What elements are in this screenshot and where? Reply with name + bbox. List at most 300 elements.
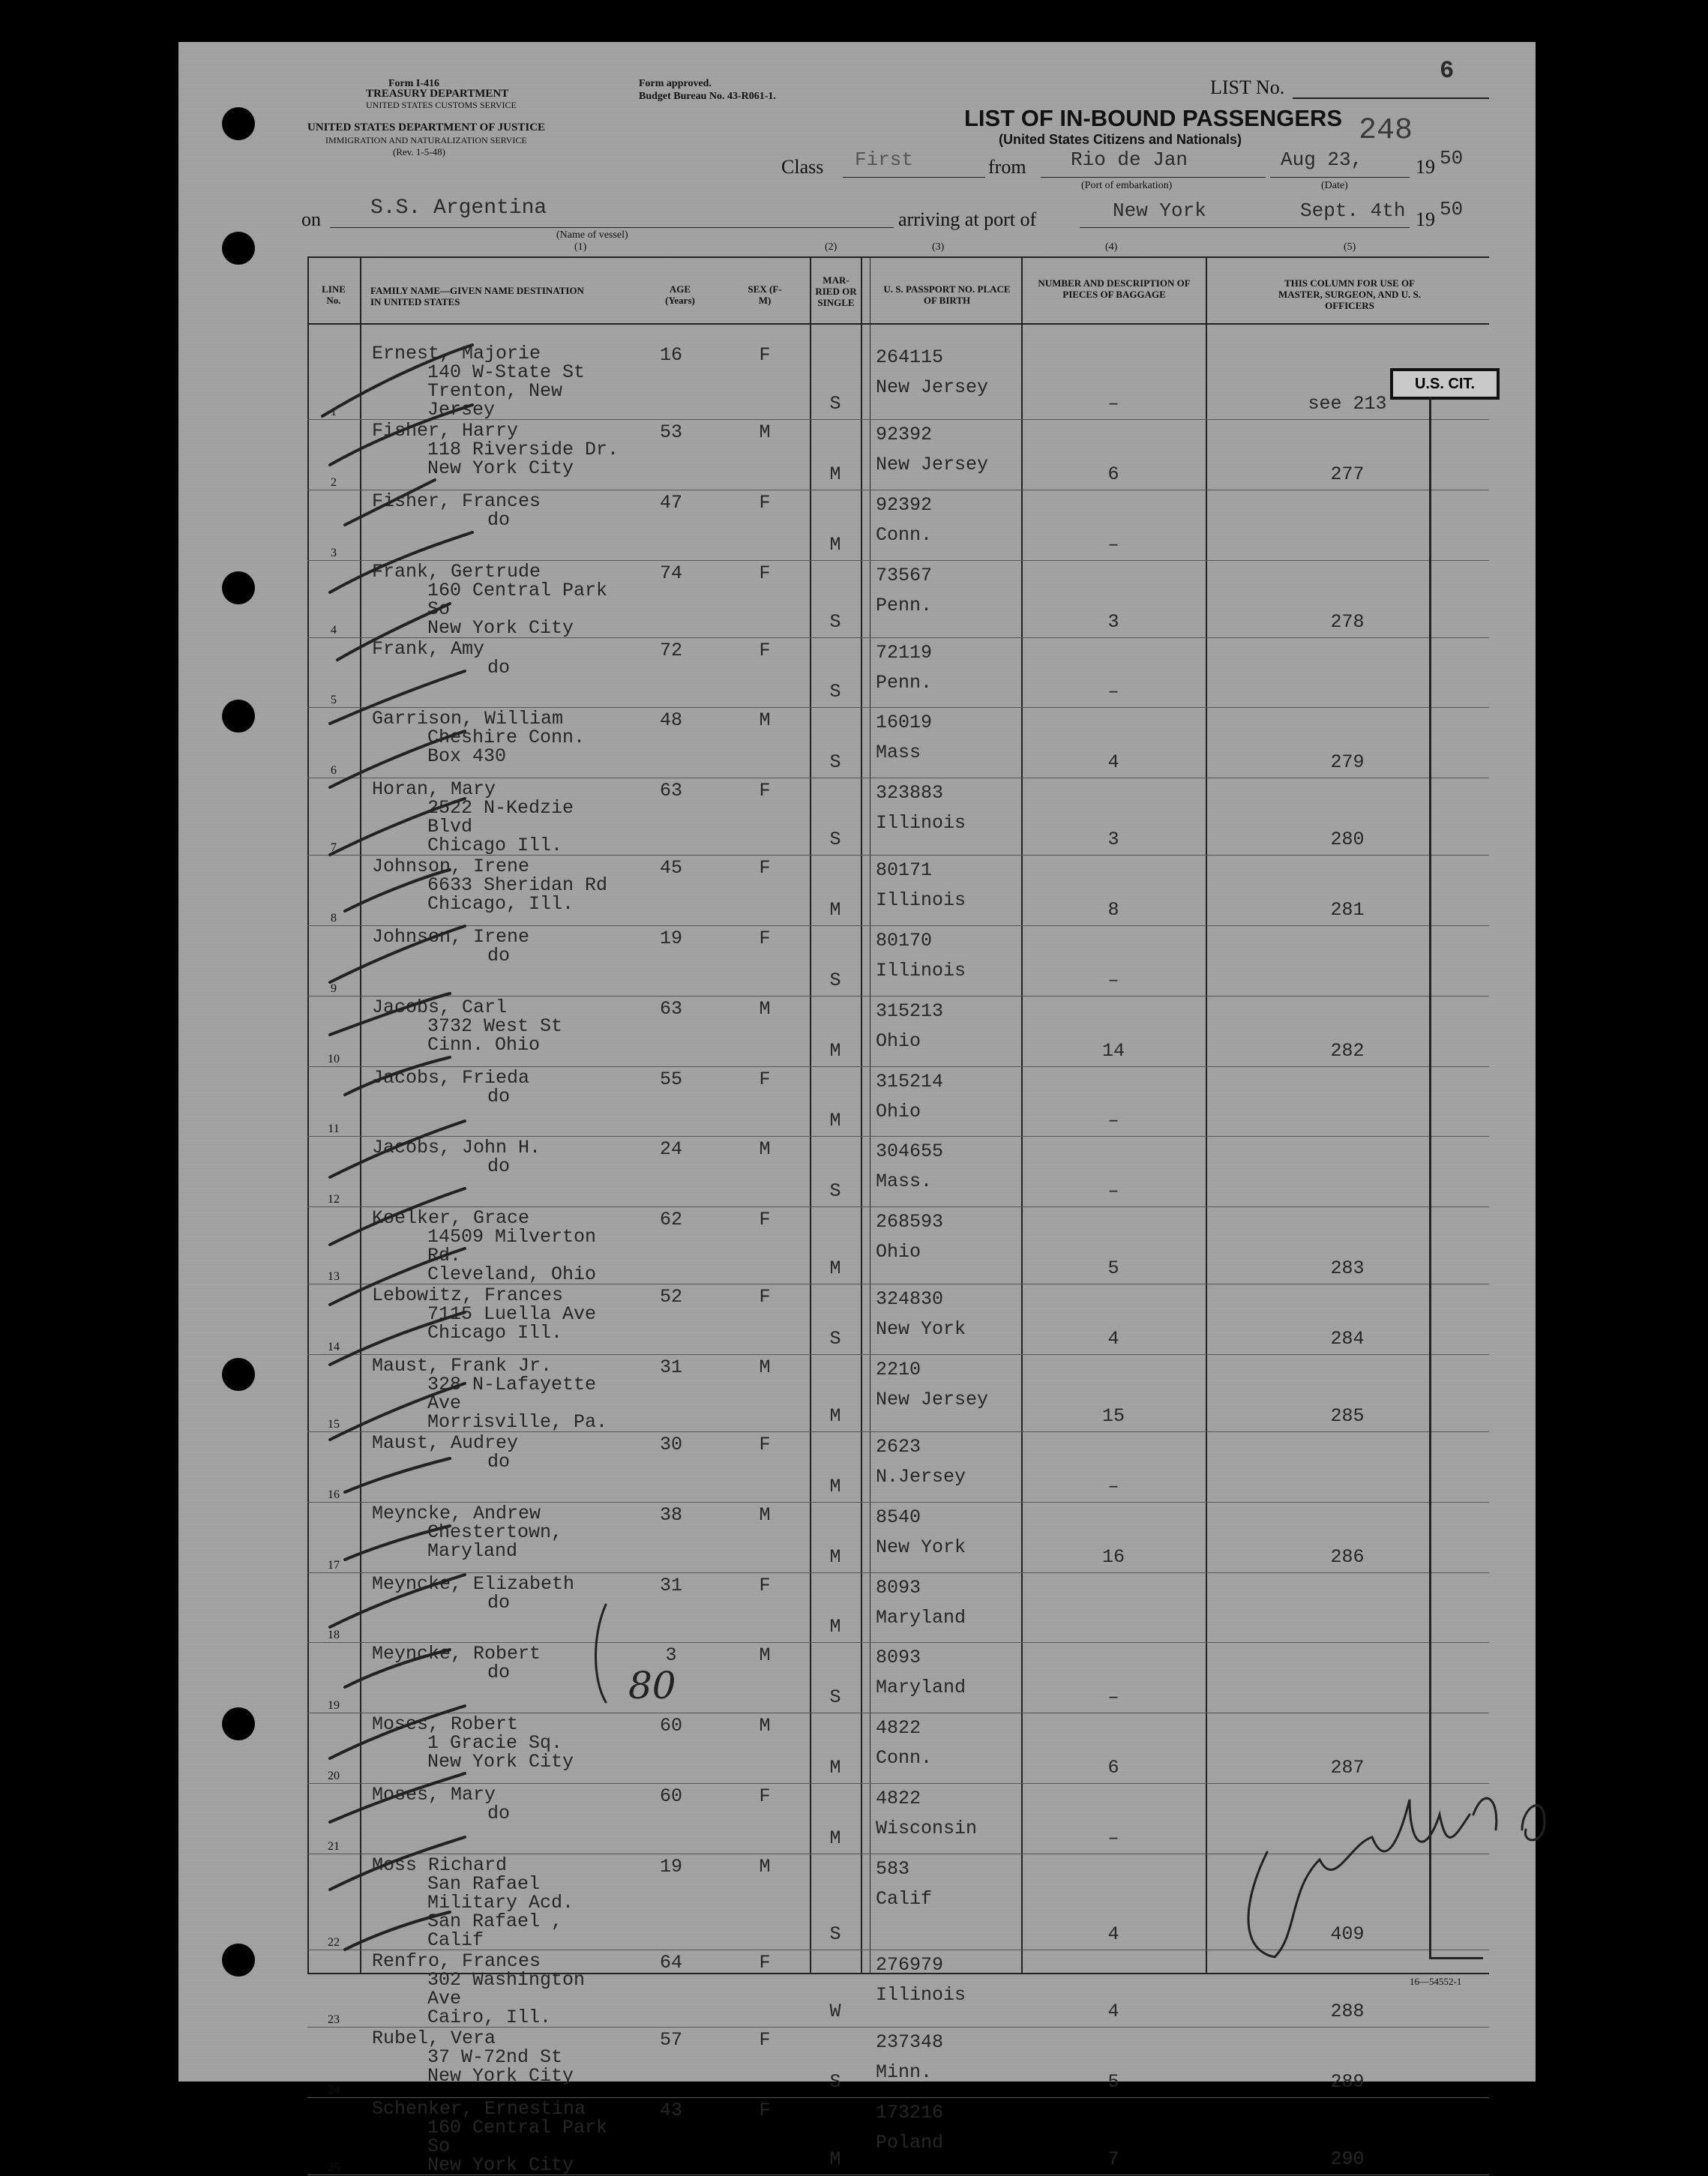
passenger-name: Johnson, Irene bbox=[372, 925, 530, 948]
table-row bbox=[307, 1207, 1489, 1284]
destination-address: 160 Central Park So bbox=[427, 579, 608, 620]
place-of-birth: New York bbox=[876, 1536, 966, 1558]
destination-address: Cairo, Ill. bbox=[427, 2006, 552, 2028]
marital-status-cell: M bbox=[829, 533, 841, 556]
embarkation-port: Rio de Jan bbox=[1071, 148, 1188, 171]
destination-address: do bbox=[487, 1802, 511, 1824]
place-of-birth: Ohio bbox=[876, 1030, 921, 1052]
us-citizen-stamp: U.S. CIT. bbox=[1390, 368, 1500, 400]
col-header-officers: THIS COLUMN FOR USE OF MASTER, SURGEON, AND U. S. OFFICERS bbox=[1278, 277, 1421, 311]
passport-number: 73567 bbox=[876, 564, 933, 586]
destination-address: do bbox=[487, 1155, 511, 1178]
destination-address: Chestertown, bbox=[427, 1521, 563, 1543]
passenger-name: Moses, Robert bbox=[372, 1713, 519, 1736]
passport-number: 8093 bbox=[876, 1647, 921, 1669]
age-cell: 48 bbox=[659, 709, 682, 732]
sex-cell: M bbox=[759, 421, 771, 443]
column-number: (3) bbox=[932, 241, 945, 253]
sex-cell: F bbox=[759, 1574, 771, 1596]
treasury-label: TREASURY DEPARTMENT bbox=[366, 88, 509, 100]
table-row bbox=[307, 1354, 1489, 1431]
date-caption: (Date) bbox=[1321, 180, 1348, 191]
customs-label: UNITED STATES CUSTOMS SERVICE bbox=[366, 100, 517, 110]
destination-address: 160 Central Park So bbox=[427, 2116, 608, 2157]
passenger-name: Fisher, Frances bbox=[372, 490, 541, 512]
col-header-married: MAR-RIED OR SINGLE bbox=[815, 274, 857, 308]
baggage-cell: 14 bbox=[1101, 1039, 1125, 1062]
marital-status-cell: M bbox=[829, 1257, 841, 1280]
stamp-number: 248 bbox=[1359, 114, 1413, 148]
line-number: 1 bbox=[331, 406, 337, 418]
passenger-name-cell bbox=[360, 1207, 622, 1284]
officer-note-cell bbox=[1206, 1137, 1489, 1207]
passenger-name-cell bbox=[360, 1854, 622, 1950]
sex-cell: M bbox=[759, 1715, 771, 1737]
officer-note-cell: 281 bbox=[1330, 898, 1365, 921]
vessel-underline bbox=[330, 227, 894, 228]
destination-address: Box 430 bbox=[427, 745, 507, 768]
line-number: 13 bbox=[328, 1270, 340, 1284]
destination-address: New York City bbox=[427, 2154, 574, 2176]
line-number: 25 bbox=[328, 2160, 340, 2174]
destination-address: San Rafael Military Acd. bbox=[427, 1872, 574, 1914]
passenger-name-cell bbox=[360, 856, 622, 926]
sex-cell: M bbox=[759, 1855, 771, 1878]
destination-address: 118 Riverside Dr. bbox=[427, 439, 619, 460]
marital-status-cell: M bbox=[829, 1827, 841, 1849]
from-label: from bbox=[988, 156, 1026, 178]
passport-cell bbox=[861, 560, 1021, 637]
passport-number: 237348 bbox=[876, 2031, 944, 2053]
destination-address: Cheshire Conn. bbox=[427, 727, 586, 749]
line-number: 22 bbox=[328, 1935, 340, 1949]
passport-cell bbox=[861, 925, 1021, 996]
marital-status-cell: S bbox=[829, 2070, 841, 2093]
line-number: 14 bbox=[328, 1340, 340, 1353]
officer-note-cell: 284 bbox=[1330, 1327, 1365, 1350]
justice-label: UNITED STATES DEPARTMENT OF JUSTICE bbox=[307, 121, 546, 133]
age-cell: 24 bbox=[659, 1138, 682, 1161]
passenger-name: Fisher, Harry bbox=[372, 420, 519, 442]
passenger-name-cell bbox=[360, 343, 622, 420]
destination-address: Cleveland, Ohio bbox=[427, 1263, 597, 1286]
age-cell: 60 bbox=[659, 1715, 682, 1737]
passport-cell bbox=[861, 1137, 1021, 1207]
baggage-cell bbox=[1021, 1572, 1206, 1643]
baggage-cell: 7 bbox=[1107, 2148, 1119, 2170]
baggage-cell: – bbox=[1107, 681, 1119, 703]
destination-address: 7115 Luella Ave bbox=[427, 1303, 597, 1326]
column-number: (5) bbox=[1344, 241, 1356, 253]
baggage-cell: 6 bbox=[1107, 1756, 1119, 1779]
sex-cell: F bbox=[759, 344, 771, 366]
officer-note-cell: 279 bbox=[1330, 751, 1365, 774]
passport-cell bbox=[861, 1207, 1021, 1284]
rev-label: (Rev. 1-5-48) bbox=[393, 146, 445, 157]
line-number: 7 bbox=[331, 841, 337, 855]
sex-cell: F bbox=[759, 857, 771, 880]
line-number: 20 bbox=[328, 1769, 340, 1782]
passport-cell bbox=[861, 1502, 1021, 1572]
passenger-name: Jacobs, Carl bbox=[372, 996, 508, 1018]
from-underline bbox=[1041, 177, 1266, 178]
arrival-year-prefix: 19 bbox=[1416, 208, 1435, 230]
column-number: (1) bbox=[574, 241, 587, 253]
passenger-name-cell bbox=[360, 925, 622, 996]
passport-number: 4822 bbox=[876, 1717, 921, 1740]
baggage-cell: 8 bbox=[1107, 898, 1119, 921]
passenger-name-cell bbox=[360, 996, 622, 1066]
table-top-rule bbox=[307, 256, 1489, 258]
place-of-birth: Poland bbox=[876, 2131, 944, 2154]
line-number: 4 bbox=[331, 623, 337, 637]
passport-cell bbox=[861, 1950, 1021, 2027]
sex-cell: M bbox=[759, 1138, 771, 1161]
destination-address: New York City bbox=[427, 2064, 574, 2087]
destination-address: Chicago Ill. bbox=[427, 1322, 563, 1344]
passport-cell bbox=[861, 1643, 1021, 1713]
passenger-name: Renfro, Frances bbox=[372, 1950, 541, 1972]
passenger-name-cell bbox=[360, 1431, 622, 1502]
passenger-name-cell bbox=[360, 1783, 622, 1854]
passport-cell bbox=[861, 2097, 1021, 2175]
destination-address: Maryland bbox=[427, 1539, 518, 1562]
passport-number: 264115 bbox=[876, 346, 944, 368]
place-of-birth: Maryland bbox=[876, 1677, 966, 1699]
passport-number: 92392 bbox=[876, 424, 933, 445]
citizen-bracket bbox=[1429, 397, 1431, 1959]
marital-status-cell: S bbox=[829, 681, 841, 703]
passenger-name: Koelker, Grace bbox=[372, 1207, 530, 1230]
table-row bbox=[307, 1502, 1489, 1572]
binder-hole bbox=[222, 232, 255, 265]
destination-address: New York City bbox=[427, 457, 574, 479]
table-row bbox=[307, 2027, 1489, 2097]
passenger-name-cell bbox=[360, 420, 622, 490]
marital-status-cell: S bbox=[829, 1180, 841, 1203]
passenger-name-cell bbox=[360, 1284, 622, 1355]
sex-cell: F bbox=[759, 1068, 771, 1090]
passport-cell bbox=[861, 343, 1021, 420]
col-header-name: FAMILY NAME—GIVEN NAME DESTINATION IN UNITED STATES bbox=[370, 285, 584, 307]
date-year: 50 bbox=[1440, 147, 1464, 169]
officer-note-cell bbox=[1206, 1783, 1489, 1854]
marital-status-cell: M bbox=[829, 463, 841, 485]
line-number: 12 bbox=[328, 1193, 340, 1206]
age-cell: 38 bbox=[659, 1503, 682, 1526]
passenger-name-cell bbox=[360, 1354, 622, 1431]
line-number: 23 bbox=[328, 2013, 340, 2026]
age-cell: 74 bbox=[659, 562, 682, 584]
age-cell: 60 bbox=[659, 1785, 682, 1807]
table-row bbox=[307, 1783, 1489, 1854]
place-of-birth: Ohio bbox=[876, 1241, 921, 1263]
destination-address: do bbox=[487, 1450, 511, 1473]
officer-note-cell bbox=[1206, 925, 1489, 996]
place-of-birth: N.Jersey bbox=[876, 1465, 966, 1488]
place-of-birth: New Jersey bbox=[876, 1388, 989, 1410]
binder-hole bbox=[222, 700, 255, 733]
line-number: 10 bbox=[328, 1052, 340, 1066]
passport-cell bbox=[861, 996, 1021, 1066]
passenger-table bbox=[307, 343, 1489, 2175]
table-header-rule bbox=[307, 323, 1489, 325]
destination-address: do bbox=[487, 944, 511, 967]
marital-status-cell: M bbox=[829, 898, 841, 921]
passenger-name: Johnson, Irene bbox=[372, 856, 530, 878]
officer-note-cell bbox=[1206, 637, 1489, 708]
destination-address: 302 Washington Ave bbox=[427, 1968, 586, 2010]
sex-cell: M bbox=[759, 997, 771, 1020]
passport-number: 268593 bbox=[876, 1211, 944, 1233]
destination-address: 328 N-Lafayette Ave bbox=[427, 1373, 597, 1414]
baggage-cell: 5 bbox=[1107, 2070, 1119, 2093]
line-number: 5 bbox=[331, 694, 337, 707]
col-header-sex: SEX (F-M) bbox=[748, 283, 782, 306]
passport-cell bbox=[861, 2027, 1021, 2097]
line-number: 21 bbox=[328, 1839, 340, 1853]
marital-status-cell: S bbox=[829, 829, 841, 851]
officer-note-cell: 285 bbox=[1330, 1404, 1365, 1427]
binder-hole bbox=[222, 107, 255, 140]
port-caption: (Port of embarkation) bbox=[1081, 180, 1173, 191]
age-cell: 53 bbox=[659, 421, 682, 443]
marital-status-cell: M bbox=[829, 1616, 841, 1638]
marital-status-cell: W bbox=[829, 2000, 841, 2022]
marital-status-cell: S bbox=[829, 1923, 841, 1945]
sex-cell: F bbox=[759, 491, 771, 514]
col-header-age: AGE (Years) bbox=[665, 283, 695, 306]
table-row bbox=[307, 1066, 1489, 1137]
officer-note-cell bbox=[1206, 1431, 1489, 1502]
line-number: 6 bbox=[331, 764, 337, 778]
list-no-value: 6 bbox=[1440, 57, 1455, 85]
destination-address: Chicago Ill. bbox=[427, 835, 563, 857]
passport-cell bbox=[861, 1354, 1021, 1431]
officer-note-cell bbox=[1206, 1066, 1489, 1137]
list-no-underline bbox=[1293, 97, 1489, 99]
passenger-name: Frank, Gertrude bbox=[372, 560, 541, 583]
passport-cell bbox=[861, 1713, 1021, 1784]
age-cell: 64 bbox=[659, 1951, 682, 1974]
baggage-cell: – bbox=[1107, 1180, 1119, 1203]
passport-cell bbox=[861, 708, 1021, 778]
place-of-birth: Illinois bbox=[876, 889, 966, 912]
table-row bbox=[307, 1284, 1489, 1355]
arrival-underline bbox=[1080, 227, 1410, 228]
table-row bbox=[307, 420, 1489, 490]
budget-number: Budget Bureau No. 43-R061-1. bbox=[639, 91, 776, 102]
arrival-year: 50 bbox=[1440, 198, 1464, 220]
passport-cell bbox=[861, 778, 1021, 856]
passport-cell bbox=[861, 1783, 1021, 1854]
destination-address: do bbox=[487, 1085, 511, 1107]
place-of-birth: Penn. bbox=[876, 594, 933, 616]
place-of-birth: New Jersey bbox=[876, 454, 989, 475]
manifest-subtitle: (United States Citizens and Nationals) bbox=[999, 132, 1242, 147]
passenger-name-cell bbox=[360, 1713, 622, 1784]
passport-number: 8540 bbox=[876, 1506, 921, 1528]
table-row bbox=[307, 1431, 1489, 1502]
passenger-name-cell bbox=[360, 778, 622, 856]
place-of-birth: Conn. bbox=[876, 523, 933, 546]
passport-number: 80171 bbox=[876, 859, 933, 882]
age-cell: 19 bbox=[659, 927, 682, 949]
passenger-name: Lebowitz, Frances bbox=[372, 1284, 564, 1307]
baggage-cell: 15 bbox=[1101, 1404, 1125, 1427]
sex-cell: M bbox=[759, 1356, 771, 1378]
marital-status-cell: M bbox=[829, 1475, 841, 1497]
passport-cell bbox=[861, 420, 1021, 490]
destination-address: 140 W-State St bbox=[427, 361, 586, 383]
table-row bbox=[307, 925, 1489, 996]
line-number: 8 bbox=[331, 911, 337, 925]
officer-note-cell: 287 bbox=[1330, 1756, 1365, 1779]
form-number: Form I-416 bbox=[388, 78, 440, 89]
baggage-cell: – bbox=[1107, 1110, 1119, 1132]
age-cell: 63 bbox=[659, 780, 682, 802]
sex-cell: F bbox=[759, 1209, 771, 1231]
passenger-name: Moses, Mary bbox=[372, 1783, 496, 1806]
passport-number: 315214 bbox=[876, 1070, 944, 1092]
line-number: 19 bbox=[328, 1699, 340, 1713]
sex-cell: F bbox=[759, 2028, 771, 2051]
sex-cell: F bbox=[759, 780, 771, 802]
passport-cell bbox=[861, 1854, 1021, 1950]
table-row bbox=[307, 1713, 1489, 1784]
passenger-name-cell bbox=[360, 1502, 622, 1572]
place-of-birth: Ohio bbox=[876, 1100, 921, 1122]
destination-address: Trenton, New Jersey bbox=[427, 380, 563, 421]
passenger-name-cell bbox=[360, 1137, 622, 1207]
line-number: 24 bbox=[328, 2083, 340, 2097]
place-of-birth: Wisconsin bbox=[876, 1817, 978, 1839]
passenger-name: Meyncke, Andrew bbox=[372, 1502, 541, 1524]
annotation-80: 80 bbox=[628, 1664, 676, 1707]
place-of-birth: Conn. bbox=[876, 1747, 933, 1770]
sex-cell: F bbox=[759, 1951, 771, 1974]
destination-address: do bbox=[487, 656, 511, 679]
col-header-line: LINE No. bbox=[322, 283, 346, 306]
vessel-name: S.S. Argentina bbox=[370, 196, 547, 220]
destination-address: 14509 Milverton Rd. bbox=[427, 1226, 597, 1267]
destination-address: do bbox=[487, 508, 511, 531]
passport-number: 4822 bbox=[876, 1787, 921, 1809]
sex-cell: M bbox=[759, 1644, 771, 1667]
passport-number: 16019 bbox=[876, 712, 933, 734]
destination-address: 1 Gracie Sq. bbox=[427, 1732, 563, 1755]
baggage-cell: – bbox=[1107, 969, 1119, 991]
column-number: (2) bbox=[825, 241, 838, 253]
officer-note-cell: see 213 bbox=[1308, 393, 1387, 415]
passenger-name: Jacobs, John H. bbox=[372, 1137, 541, 1159]
place-of-birth: Illinois bbox=[876, 1983, 966, 2006]
destination-address: New York City bbox=[427, 616, 574, 639]
age-cell: 31 bbox=[659, 1574, 682, 1596]
passport-number: 583 bbox=[876, 1857, 910, 1880]
line-number: 16 bbox=[328, 1488, 340, 1501]
sex-cell: F bbox=[759, 1433, 771, 1455]
passport-number: 315213 bbox=[876, 1000, 944, 1022]
baggage-cell: 4 bbox=[1107, 751, 1119, 774]
marital-status-cell: S bbox=[829, 610, 841, 633]
passport-number: 92392 bbox=[876, 493, 933, 516]
passenger-name-cell bbox=[360, 637, 622, 708]
age-cell: 3 bbox=[665, 1644, 677, 1667]
marital-status-cell: M bbox=[829, 1039, 841, 1062]
passport-cell bbox=[861, 856, 1021, 926]
table-row bbox=[307, 343, 1489, 420]
passenger-name-cell bbox=[360, 1066, 622, 1137]
passenger-name-cell bbox=[360, 560, 622, 637]
class-underline bbox=[843, 177, 985, 178]
line-number: 17 bbox=[328, 1558, 340, 1572]
column-number: (4) bbox=[1105, 241, 1118, 253]
baggage-cell: 4 bbox=[1107, 1327, 1119, 1350]
sex-cell: F bbox=[759, 639, 771, 661]
place-of-birth: New Jersey bbox=[876, 376, 989, 398]
place-of-birth: Maryland bbox=[876, 1606, 966, 1629]
line-number: 9 bbox=[331, 982, 337, 995]
table-row bbox=[307, 996, 1489, 1066]
passport-cell bbox=[861, 1284, 1021, 1355]
date-year-prefix: 19 bbox=[1416, 156, 1435, 178]
age-cell: 57 bbox=[659, 2028, 682, 2051]
sex-cell: F bbox=[759, 562, 771, 584]
table-row bbox=[307, 1854, 1489, 1950]
marital-status-cell: S bbox=[829, 1686, 841, 1709]
table-row bbox=[307, 490, 1489, 560]
passport-number: 276979 bbox=[876, 1953, 944, 1976]
passenger-name: Maust, Frank Jr. bbox=[372, 1354, 553, 1377]
passport-cell bbox=[861, 1572, 1021, 1643]
passport-number: 324830 bbox=[876, 1288, 944, 1311]
baggage-cell: 3 bbox=[1107, 610, 1119, 633]
passenger-name: Garrison, William bbox=[372, 708, 564, 730]
age-cell: 72 bbox=[659, 639, 682, 661]
line-number: 15 bbox=[328, 1417, 340, 1431]
marital-status-cell: M bbox=[829, 1545, 841, 1568]
marital-status-cell: M bbox=[829, 1110, 841, 1132]
marital-status-cell: S bbox=[829, 1327, 841, 1350]
passport-cell bbox=[861, 637, 1021, 708]
baggage-cell: 5 bbox=[1107, 1257, 1119, 1280]
age-cell: 30 bbox=[659, 1433, 682, 1455]
departure-date: Aug 23, bbox=[1281, 148, 1363, 171]
table-row bbox=[307, 1643, 1489, 1713]
passenger-name: Horan, Mary bbox=[372, 778, 496, 801]
form-approved: Form approved. bbox=[639, 78, 712, 89]
place-of-birth: Minn. bbox=[876, 2061, 933, 2083]
vessel-caption: (Name of vessel) bbox=[556, 229, 628, 241]
passport-number: 304655 bbox=[876, 1140, 944, 1163]
marital-status-cell: M bbox=[829, 1404, 841, 1427]
officer-note-cell: 278 bbox=[1330, 610, 1365, 633]
baggage-cell: 3 bbox=[1107, 829, 1119, 851]
baggage-cell: 4 bbox=[1107, 2000, 1119, 2022]
line-number: 18 bbox=[328, 1629, 340, 1642]
destination-address: 6633 Sheridan Rd bbox=[427, 874, 608, 897]
sex-cell: F bbox=[759, 1286, 771, 1308]
baggage-cell: – bbox=[1107, 533, 1119, 556]
passenger-name-cell bbox=[360, 2097, 622, 2175]
destination-address: 37 W-72nd St bbox=[427, 2046, 563, 2068]
officer-note-cell: 288 bbox=[1330, 2000, 1365, 2022]
age-cell: 55 bbox=[659, 1068, 682, 1090]
passport-number: 173216 bbox=[876, 2101, 944, 2124]
manifest-title: LIST OF IN-BOUND PASSENGERS bbox=[964, 105, 1343, 131]
sex-cell: F bbox=[759, 2099, 771, 2121]
